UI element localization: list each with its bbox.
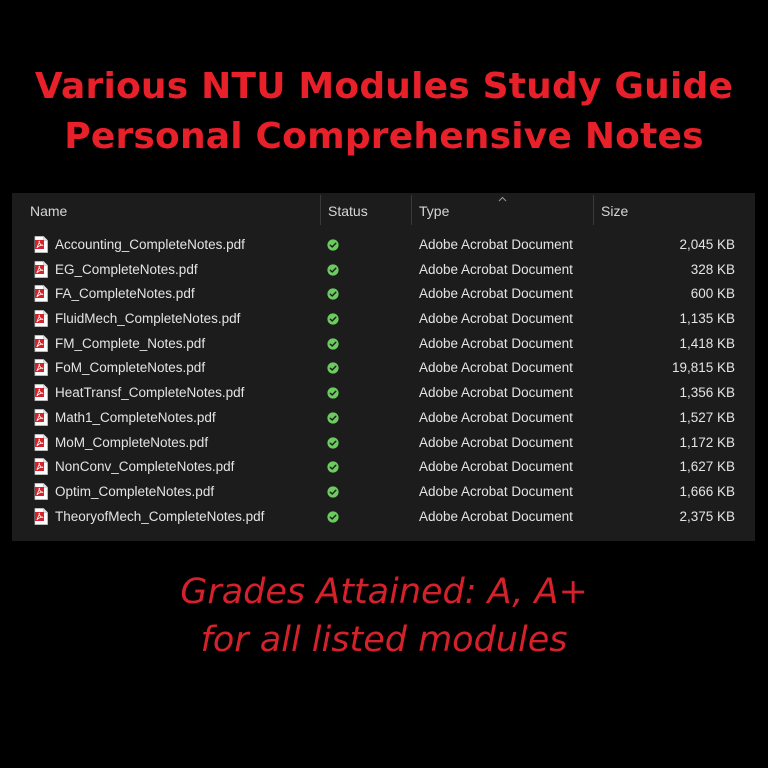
file-row[interactable] [12, 431, 755, 456]
pdf-file-icon [34, 310, 48, 327]
file-type: Adobe Acrobat Document [419, 286, 573, 302]
pdf-file-icon [34, 409, 48, 426]
file-name: Math1_CompleteNotes.pdf [55, 409, 216, 425]
file-size: 1,627 KB [679, 459, 735, 475]
headline-line-2: Personal Comprehensive Notes [64, 116, 704, 157]
available-icon [327, 412, 339, 424]
file-size: 1,527 KB [679, 409, 735, 425]
file-name: Accounting_CompleteNotes.pdf [55, 237, 245, 252]
file-size: 1,666 KB [679, 483, 735, 499]
pdf-file-icon [34, 359, 48, 376]
file-row[interactable] [12, 332, 755, 357]
available-icon [327, 511, 339, 523]
available-icon [327, 486, 339, 498]
available-icon [327, 437, 339, 449]
file-name: MoM_CompleteNotes.pdf [55, 434, 209, 450]
footer-line-2: for all listed modules [200, 620, 568, 660]
file-size: 1,135 KB [679, 311, 735, 327]
available-icon [327, 288, 339, 300]
pdf-file-icon [34, 285, 48, 302]
column-header-row [12, 193, 755, 229]
file-type: Adobe Acrobat Document [419, 261, 573, 277]
file-size: 2,045 KB [679, 237, 735, 252]
pdf-file-icon [34, 458, 48, 475]
available-icon [327, 387, 339, 399]
file-type: Adobe Acrobat Document [419, 360, 573, 376]
file-list [12, 233, 755, 529]
file-size: 328 KB [690, 261, 735, 277]
file-type: Adobe Acrobat Document [419, 483, 573, 499]
file-size: 1,356 KB [679, 385, 735, 401]
file-type: Adobe Acrobat Document [419, 311, 573, 327]
available-icon [327, 362, 339, 374]
file-row[interactable] [12, 505, 755, 530]
headline-line-1: Various NTU Modules Study Guide [34, 66, 734, 107]
pdf-file-icon [34, 236, 48, 253]
file-name: FM_Complete_Notes.pdf [55, 335, 206, 351]
pdf-file-icon [34, 261, 48, 278]
footer-line-1: Grades Attained: A, A+ [180, 572, 588, 612]
file-row[interactable] [12, 233, 755, 258]
file-row[interactable] [12, 307, 755, 332]
file-row[interactable] [12, 282, 755, 307]
file-name: EG_CompleteNotes.pdf [55, 261, 198, 277]
file-size: 1,418 KB [679, 335, 735, 351]
pdf-file-icon [34, 335, 48, 352]
column-divider[interactable] [411, 195, 412, 225]
file-type: Adobe Acrobat Document [419, 459, 573, 475]
pdf-file-icon [34, 483, 48, 500]
available-icon [327, 338, 339, 350]
available-icon [327, 239, 339, 251]
pdf-file-icon [34, 434, 48, 451]
file-name: FA_CompleteNotes.pdf [55, 286, 195, 302]
file-row[interactable] [12, 480, 755, 505]
file-row[interactable] [12, 406, 755, 431]
file-size: 2,375 KB [679, 508, 735, 524]
file-type: Adobe Acrobat Document [419, 237, 573, 252]
file-name: HeatTransf_CompleteNotes.pdf [55, 385, 245, 401]
file-name: Optim_CompleteNotes.pdf [55, 483, 215, 499]
file-explorer-list [12, 193, 755, 541]
file-row[interactable] [12, 258, 755, 283]
file-name: FluidMech_CompleteNotes.pdf [55, 311, 241, 327]
column-divider[interactable] [320, 195, 321, 225]
column-header-type[interactable]: Type [419, 203, 450, 219]
file-type: Adobe Acrobat Document [419, 335, 573, 351]
file-type: Adobe Acrobat Document [419, 385, 573, 401]
file-name: NonConv_CompleteNotes.pdf [55, 459, 235, 475]
sort-caret-icon [498, 195, 507, 204]
column-header-status[interactable]: Status [328, 203, 368, 219]
available-icon [327, 264, 339, 276]
column-header-size[interactable]: Size [601, 203, 629, 219]
file-size: 600 KB [690, 286, 735, 302]
pdf-file-icon [34, 384, 48, 401]
available-icon [327, 461, 339, 473]
file-row[interactable] [12, 455, 755, 480]
file-type: Adobe Acrobat Document [419, 434, 573, 450]
file-size: 1,172 KB [679, 434, 735, 450]
pdf-file-icon [34, 508, 48, 525]
available-icon [327, 313, 339, 325]
file-name: FoM_CompleteNotes.pdf [55, 360, 206, 376]
file-size: 19,815 KB [671, 360, 735, 376]
file-type: Adobe Acrobat Document [419, 409, 573, 425]
file-name: TheoryofMech_CompleteNotes.pdf [55, 508, 265, 524]
file-type: Adobe Acrobat Document [419, 508, 573, 524]
column-divider[interactable] [593, 195, 594, 225]
column-header-name[interactable]: Name [30, 203, 68, 219]
file-row[interactable] [12, 381, 755, 406]
file-row[interactable] [12, 356, 755, 381]
